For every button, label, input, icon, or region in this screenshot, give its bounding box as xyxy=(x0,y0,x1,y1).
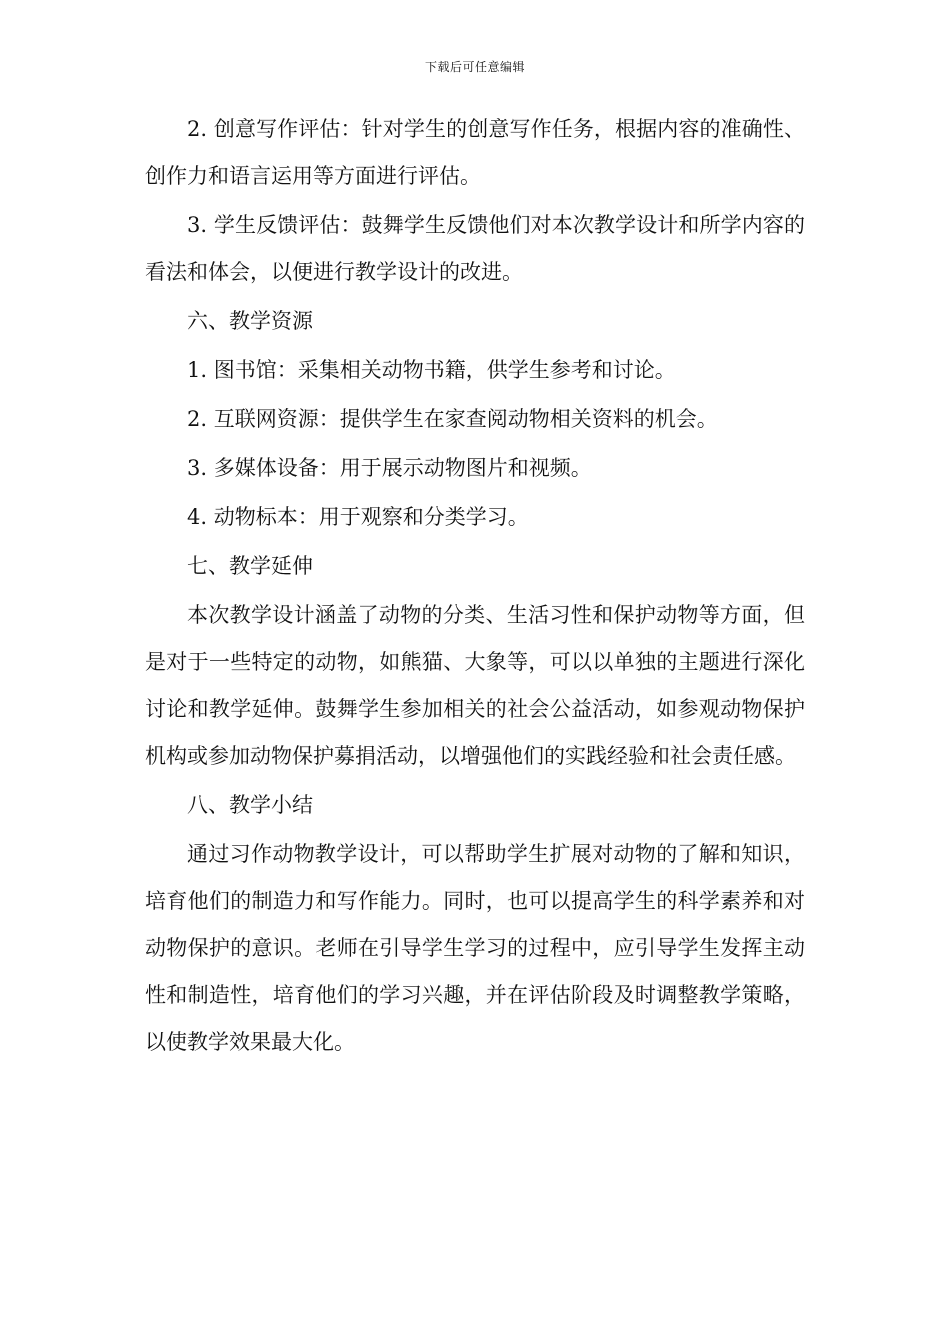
list-item-specimens: 4. 动物标本：用于观察和分类学习。 xyxy=(187,505,529,529)
section-heading-summary: 八、教学小结 xyxy=(187,793,313,817)
document-body xyxy=(145,106,805,1068)
list-item-library: 1. 图书馆：采集相关动物书籍，供学生参考和讨论。 xyxy=(187,358,676,382)
list-item-multimedia: 3. 多媒体设备：用于展示动物图片和视频。 xyxy=(187,456,592,480)
paragraph-summary: 通过习作动物教学设计，可以帮助学生扩展对动物的了解和知识，培育他们的制造力和写作能力。同时，也可以提高学生的科学素养和对动物保护的意识。老师在引导学生学习的过程中，应引导学生发挥主动性和制造性，培育他们的学习兴趣，并在评估阶段及时调整教学策略，以使教学效果最大化。 xyxy=(145,842,805,1054)
header-note: 下载后可任意编辑 xyxy=(424,60,525,74)
list-item-internet: 2. 互联网资源：提供学生在家查阅动物相关资料的机会。 xyxy=(187,407,718,431)
paragraph-creative-writing-eval: 2. 创意写作评估：针对学生的创意写作任务，根据内容的准确性、创作力和语言运用等方面进行评估。 xyxy=(145,117,805,188)
section-heading-extension: 七、教学延伸 xyxy=(187,554,313,578)
section-heading-resources: 六、教学资源 xyxy=(187,309,313,333)
paragraph-student-feedback-eval: 3. 学生反馈评估：鼓舞学生反馈他们对本次教学设计和所学内容的看法和体会，以便进行教学设计的改进。 xyxy=(145,213,805,284)
paragraph-extension: 本次教学设计涵盖了动物的分类、生活习性和保护动物等方面，但是对于一些特定的动物，如熊猫、大象等，可以以单独的主题进行深化讨论和教学延伸。鼓舞学生参加相关的社会公益活动，如参观动物保护机构或参加动物保护募捐活动，以增强他们的实践经验和社会责任感。 xyxy=(145,603,805,768)
